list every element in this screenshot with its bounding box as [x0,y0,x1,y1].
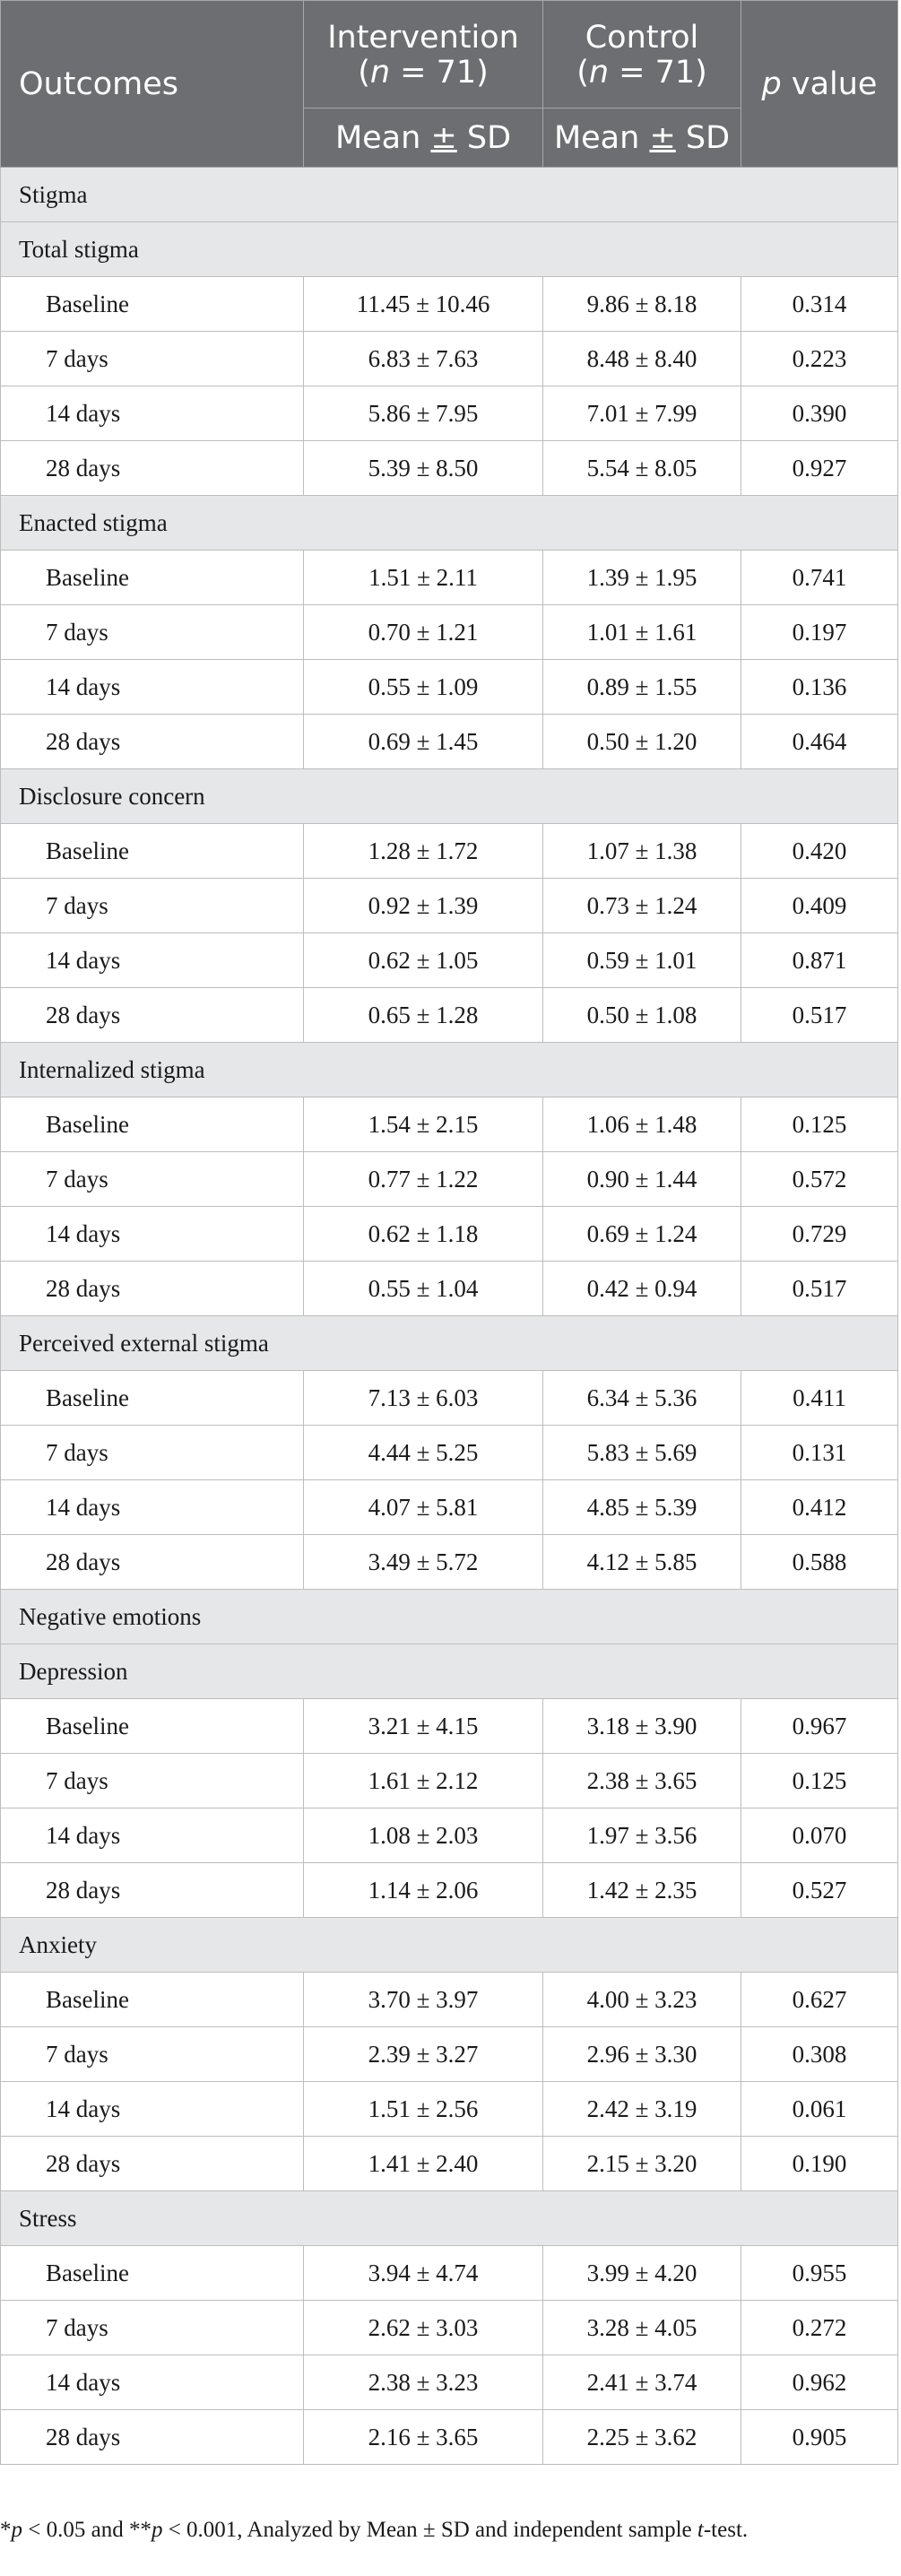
timepoint-label: 7 days [1,1754,304,1808]
table-row [1,1097,898,1152]
control-value: 2.25 ± 3.62 [543,2410,741,2465]
timepoint-label: 7 days [1,2301,304,2355]
timepoint-label: 14 days [1,933,304,988]
intervention-value: 1.08 ± 2.03 [304,1808,543,1863]
p-value: 0.390 [741,386,898,441]
section-row [1,1918,898,1973]
p-value: 0.131 [741,1426,898,1480]
intervention-value: 0.69 ± 1.45 [304,715,543,769]
intervention-value: 2.62 ± 3.03 [304,2301,543,2355]
intervention-value: 11.45 ± 10.46 [304,277,543,332]
table-row [1,1973,898,2027]
p-value: 0.871 [741,933,898,988]
table-row [1,2082,898,2137]
table-row [1,988,898,1043]
table-row [1,605,898,660]
section-row [1,496,898,551]
control-value: 0.50 ± 1.20 [543,715,741,769]
control-label: Control [585,19,699,56]
section-row [1,1644,898,1699]
table-row [1,1207,898,1262]
control-value: 4.00 ± 3.23 [543,1973,741,2027]
p-value: 0.223 [741,332,898,386]
section-label: Internalized stigma [1,1043,898,1097]
p-value: 0.572 [741,1152,898,1207]
table-row [1,441,898,496]
timepoint-label: 28 days [1,1262,304,1316]
timepoint-label: 7 days [1,332,304,386]
intervention-value: 6.83 ± 7.63 [304,332,543,386]
p-value: 0.070 [741,1808,898,1863]
table-row [1,660,898,715]
p-value: 0.136 [741,660,898,715]
control-mean-sd-header: Mean ± SD [543,108,741,168]
header-intervention [304,1,543,108]
section-label: Negative emotions [1,1590,898,1644]
p-value: 0.588 [741,1535,898,1590]
header-control [543,1,741,108]
table-row [1,1480,898,1535]
control-value: 7.01 ± 7.99 [543,386,741,441]
table-row [1,2355,898,2410]
p-value: 0.729 [741,1207,898,1262]
table-row [1,2410,898,2465]
control-value: 1.39 ± 1.95 [543,551,741,605]
control-value: 4.85 ± 5.39 [543,1480,741,1535]
timepoint-label: 7 days [1,605,304,660]
p-value: 0.308 [741,2027,898,2082]
intervention-value: 3.21 ± 4.15 [304,1699,543,1754]
table-row [1,386,898,441]
section-row [1,769,898,824]
timepoint-label: 14 days [1,1808,304,1863]
intervention-value: 7.13 ± 6.03 [304,1371,543,1426]
timepoint-label: Baseline [1,1699,304,1754]
control-value: 3.28 ± 4.05 [543,2301,741,2355]
intervention-value: 1.51 ± 2.11 [304,551,543,605]
timepoint-label: Baseline [1,1371,304,1426]
p-value: 0.412 [741,1480,898,1535]
intervention-value: 1.14 ± 2.06 [304,1863,543,1918]
table-row [1,1371,898,1426]
timepoint-label: 28 days [1,2410,304,2465]
p-value: 0.955 [741,2246,898,2301]
control-value: 0.42 ± 0.94 [543,1262,741,1316]
control-value: 1.07 ± 1.38 [543,824,741,879]
p-value: 0.927 [741,441,898,496]
p-value: 0.420 [741,824,898,879]
control-value: 8.48 ± 8.40 [543,332,741,386]
p-value: 0.527 [741,1863,898,1918]
header-outcomes: Outcomes [1,1,304,168]
p-value: 0.197 [741,605,898,660]
intervention-value: 5.86 ± 7.95 [304,386,543,441]
table-row [1,2027,898,2082]
intervention-value: 0.92 ± 1.39 [304,879,543,933]
intervention-value: 0.55 ± 1.04 [304,1262,543,1316]
p-value: 0.125 [741,1097,898,1152]
p-value: 0.061 [741,2082,898,2137]
table-row [1,1754,898,1808]
section-row [1,1043,898,1097]
intervention-value: 1.28 ± 1.72 [304,824,543,879]
table-row [1,2301,898,2355]
control-value: 0.59 ± 1.01 [543,933,741,988]
control-value: 1.97 ± 3.56 [543,1808,741,1863]
timepoint-label: Baseline [1,1097,304,1152]
p-value: 0.411 [741,1371,898,1426]
control-value: 2.42 ± 3.19 [543,2082,741,2137]
intervention-value: 0.62 ± 1.05 [304,933,543,988]
timepoint-label: 7 days [1,1152,304,1207]
table-row [1,2246,898,2301]
table-row [1,2137,898,2191]
control-value: 0.73 ± 1.24 [543,879,741,933]
timepoint-label: 28 days [1,2137,304,2191]
intervention-value: 4.07 ± 5.81 [304,1480,543,1535]
control-n: (n = 71) [576,54,707,91]
control-value: 2.38 ± 3.65 [543,1754,741,1808]
timepoint-label: 14 days [1,2355,304,2410]
table-row [1,879,898,933]
section-label: Stress [1,2191,898,2246]
timepoint-label: 14 days [1,1480,304,1535]
section-label: Disclosure concern [1,769,898,824]
section-label: Total stigma [1,222,898,277]
table-row [1,933,898,988]
table-row [1,1426,898,1480]
timepoint-label: 28 days [1,441,304,496]
control-value: 4.12 ± 5.85 [543,1535,741,1590]
intervention-value: 3.49 ± 5.72 [304,1535,543,1590]
control-value: 0.90 ± 1.44 [543,1152,741,1207]
header-p-value: p value [741,1,898,168]
table-row [1,1699,898,1754]
section-row [1,1590,898,1644]
control-value: 2.15 ± 3.20 [543,2137,741,2191]
intervention-value: 0.70 ± 1.21 [304,605,543,660]
control-value: 1.42 ± 2.35 [543,1863,741,1918]
timepoint-label: 7 days [1,2027,304,2082]
intervention-value: 1.51 ± 2.56 [304,2082,543,2137]
timepoint-label: 14 days [1,660,304,715]
p-value: 0.627 [741,1973,898,2027]
intervention-n: (n = 71) [358,54,489,91]
section-row [1,2191,898,2246]
intervention-value: 3.94 ± 4.74 [304,2246,543,2301]
intervention-value: 0.77 ± 1.22 [304,1152,543,1207]
table-header [1,1,898,168]
control-value: 9.86 ± 8.18 [543,277,741,332]
p-value: 0.905 [741,2410,898,2465]
intervention-value: 5.39 ± 8.50 [304,441,543,496]
intervention-value: 1.41 ± 2.40 [304,2137,543,2191]
section-label: Depression [1,1644,898,1699]
p-value: 0.464 [741,715,898,769]
control-value: 3.99 ± 4.20 [543,2246,741,2301]
control-value: 0.69 ± 1.24 [543,1207,741,1262]
timepoint-label: 14 days [1,2082,304,2137]
p-value: 0.314 [741,277,898,332]
table-row [1,332,898,386]
table-row [1,277,898,332]
control-value: 0.50 ± 1.08 [543,988,741,1043]
timepoint-label: 28 days [1,715,304,769]
intervention-mean-sd-header: Mean ± SD [304,108,543,168]
control-value: 5.54 ± 8.05 [543,441,741,496]
timepoint-label: Baseline [1,2246,304,2301]
section-label: Anxiety [1,1918,898,1973]
table-row [1,715,898,769]
table-row [1,551,898,605]
section-label: Enacted stigma [1,496,898,551]
control-value: 0.89 ± 1.55 [543,660,741,715]
p-value: 0.962 [741,2355,898,2410]
control-value: 6.34 ± 5.36 [543,1371,741,1426]
intervention-label: Intervention [327,19,519,56]
p-value: 0.125 [741,1754,898,1808]
p-value: 0.741 [741,551,898,605]
timepoint-label: Baseline [1,824,304,879]
intervention-value: 4.44 ± 5.25 [304,1426,543,1480]
table-row [1,1808,898,1863]
timepoint-label: 14 days [1,386,304,441]
control-value: 2.41 ± 3.74 [543,2355,741,2410]
timepoint-label: 14 days [1,1207,304,1262]
section-label: Stigma [1,168,898,222]
control-value: 2.96 ± 3.30 [543,2027,741,2082]
control-value: 3.18 ± 3.90 [543,1699,741,1754]
control-value: 1.01 ± 1.61 [543,605,741,660]
table-row [1,1152,898,1207]
table-body [1,168,898,2465]
intervention-value: 0.55 ± 1.09 [304,660,543,715]
timepoint-label: 7 days [1,1426,304,1480]
table-row [1,824,898,879]
control-value: 5.83 ± 5.69 [543,1426,741,1480]
control-value: 1.06 ± 1.48 [543,1097,741,1152]
intervention-value: 3.70 ± 3.97 [304,1973,543,2027]
timepoint-label: 7 days [1,879,304,933]
table-footnote: *p < 0.05 and **p < 0.001, Analyzed by Mean ± SD and independent sample t-test. [0,2518,749,2542]
table-row [1,1863,898,1918]
p-value: 0.517 [741,1262,898,1316]
table-row [1,1262,898,1316]
section-row [1,1316,898,1371]
table-row [1,1535,898,1590]
timepoint-label: 28 days [1,1863,304,1918]
timepoint-label: Baseline [1,277,304,332]
intervention-value: 0.65 ± 1.28 [304,988,543,1043]
p-value: 0.190 [741,2137,898,2191]
p-value: 0.517 [741,988,898,1043]
section-row [1,222,898,277]
intervention-value: 0.62 ± 1.18 [304,1207,543,1262]
timepoint-label: Baseline [1,1973,304,2027]
intervention-value: 2.39 ± 3.27 [304,2027,543,2082]
intervention-value: 2.38 ± 3.23 [304,2355,543,2410]
intervention-value: 1.54 ± 2.15 [304,1097,543,1152]
timepoint-label: 28 days [1,1535,304,1590]
section-label: Perceived external stigma [1,1316,898,1371]
section-row [1,168,898,222]
p-value: 0.409 [741,879,898,933]
intervention-value: 2.16 ± 3.65 [304,2410,543,2465]
timepoint-label: Baseline [1,551,304,605]
p-value: 0.272 [741,2301,898,2355]
intervention-value: 1.61 ± 2.12 [304,1754,543,1808]
p-value: 0.967 [741,1699,898,1754]
timepoint-label: 28 days [1,988,304,1043]
